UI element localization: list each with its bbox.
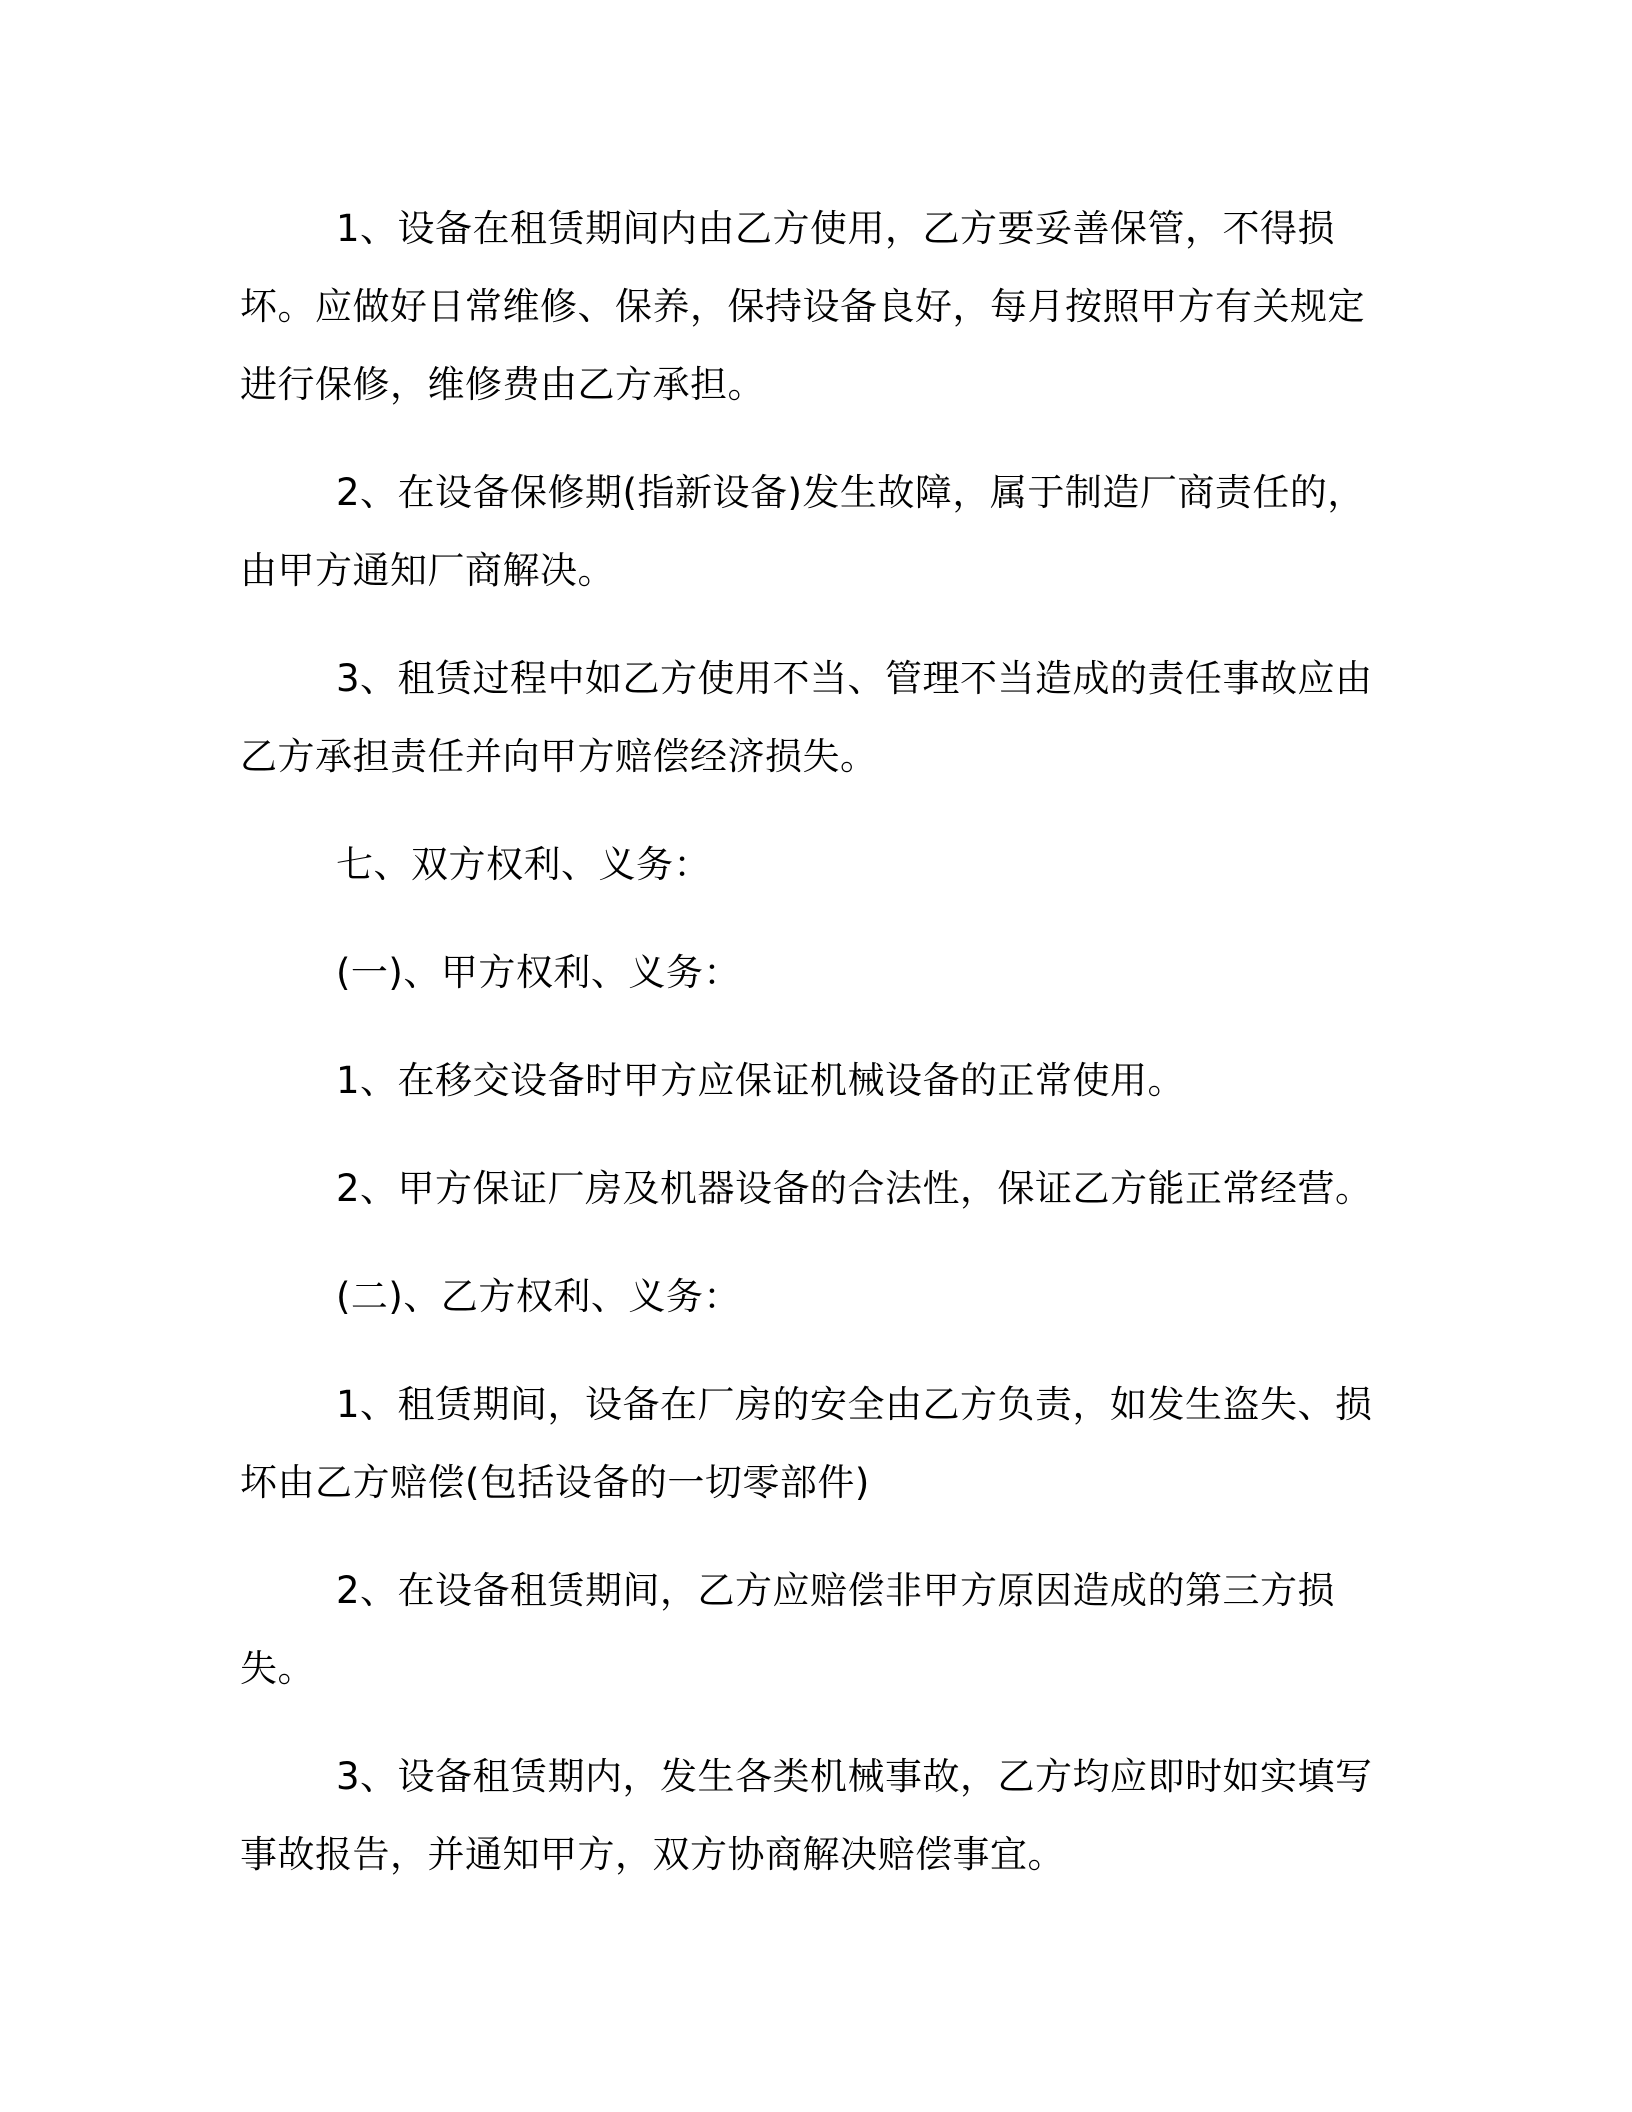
subheading-party-b: (二)、乙方权利、义务： [336,1275,741,1318]
subheading-party-a: (一)、甲方权利、义务： [336,951,741,994]
paragraph-party-a-1: 1、在移交设备时甲方应保证机械设备的正常使用。 [336,1059,1186,1102]
section-heading-rights-obligations: 七、双方权利、义务： [336,843,711,886]
paragraph-clause-2: 2、在设备保修期(指新设备)发生故障，属于制造厂商责任的，由甲方通知厂商解决。 [240,471,1365,592]
paragraph-party-b-1: 1、租赁期间，设备在厂房的安全由乙方负责，如发生盗失、损坏由乙方赔偿(包括设备的一切零部件) [240,1383,1373,1504]
paragraph-clause-1: 1、设备在租赁期间内由乙方使用，乙方要妥善保管，不得损坏。应做好日常维修、保养，保持设备良好，每月按照甲方有关规定进行保修，维修费由乙方承担。 [240,207,1365,406]
document-body [240,190,1400,1924]
paragraph-party-a-2: 2、甲方保证厂房及机器设备的合法性，保证乙方能正常经营。 [336,1167,1373,1210]
paragraph-clause-3: 3、租赁过程中如乙方使用不当、管理不当造成的责任事故应由乙方承担责任并向甲方赔偿经济损失。 [240,657,1373,778]
paragraph-party-b-3: 3、设备租赁期内，发生各类机械事故，乙方均应即时如实填写事故报告，并通知甲方，双方协商解决赔偿事宜。 [240,1755,1373,1876]
paragraph-party-b-2: 2、在设备租赁期间，乙方应赔偿非甲方原因造成的第三方损失。 [240,1569,1336,1690]
